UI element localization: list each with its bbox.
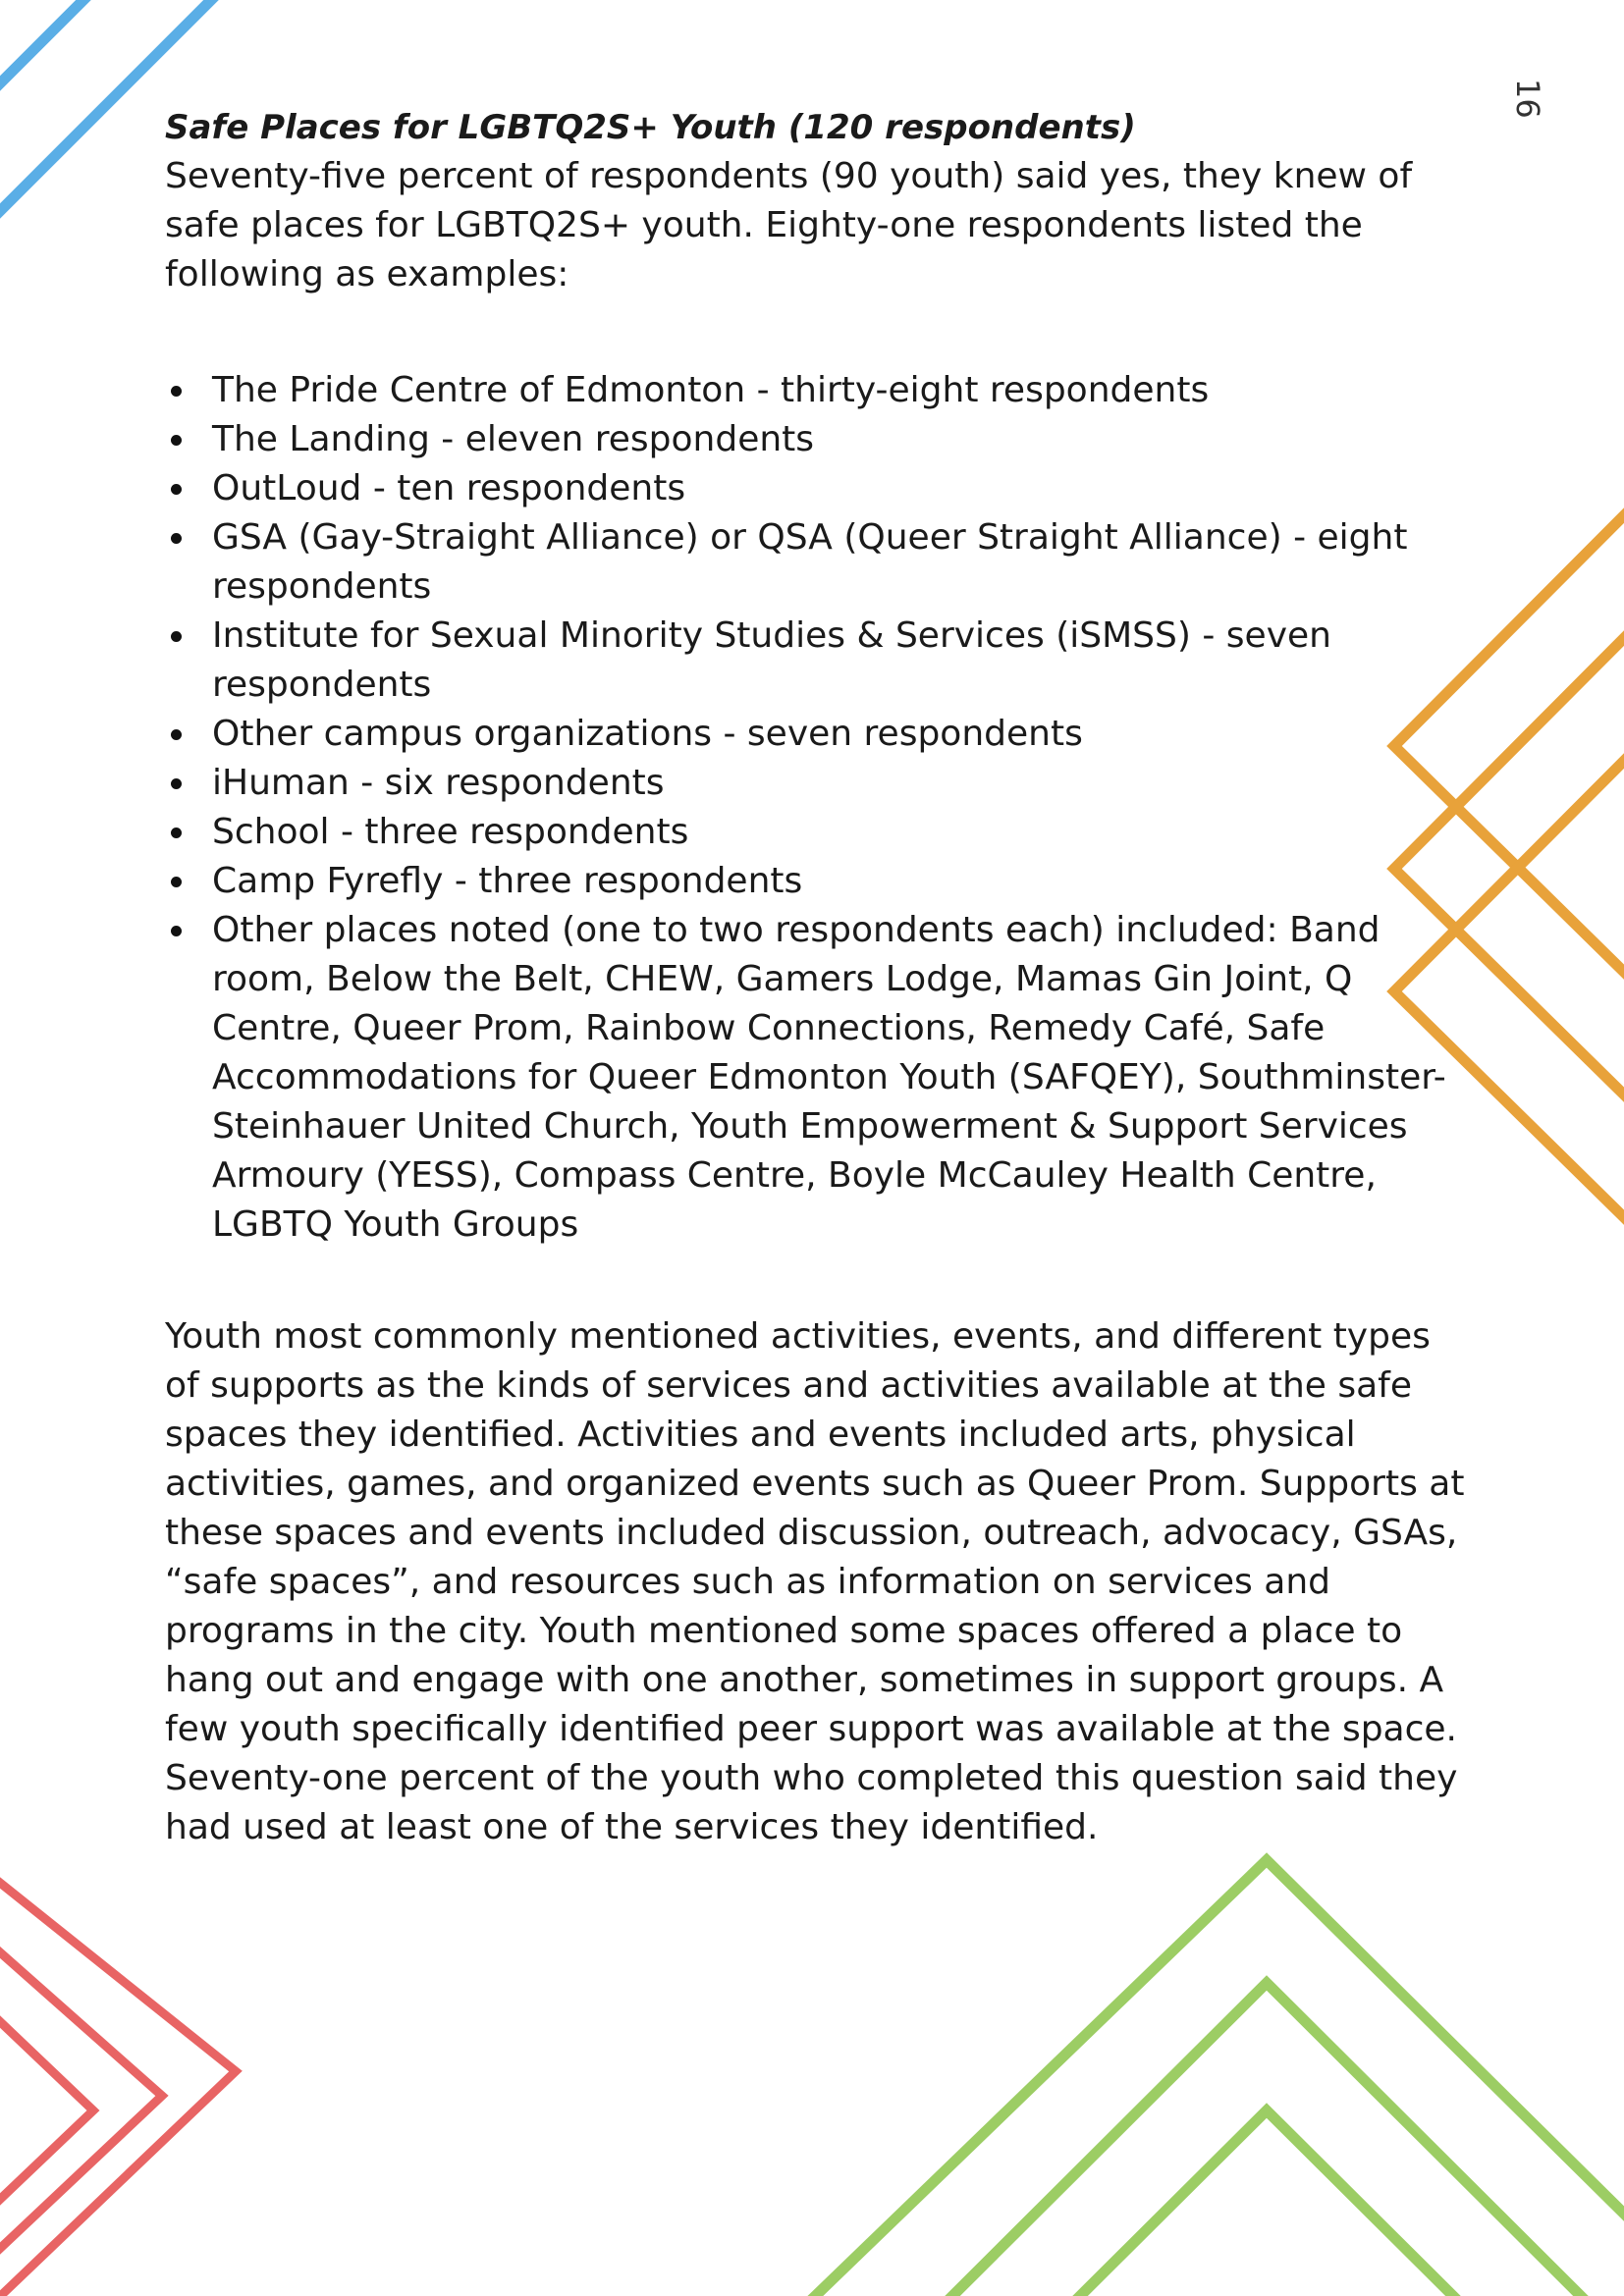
list-item: Camp Fyrefly - three respondents [165,857,1471,906]
section-heading: Safe Places for LGBTQ2S+ Youth (120 respondents) [165,108,1136,147]
green-chevrons [805,1860,1624,2296]
list-item: Other places noted (one to two respondents each) included: Band room, Below the Belt, CHEW, Gamers Lodge, Mamas Gin Joint, Q Centre, Queer Prom, Rainbow Connections, Remedy Café, Safe Accommodations for Queer Edmonton Youth (SAFQEY), Southminster-Steinhauer United Church, Youth Empowerment & Support Services Armoury (YESS), Compass Centre, Boyle McCauley Health Centre, LGBTQ Youth Groups [165,906,1471,1250]
list-item: iHuman - six respondents [165,759,1471,808]
list-item: School - three respondents [165,808,1471,857]
list-item: GSA (Gay-Straight Alliance) or QSA (Queer Straight Alliance) - eight respondents [165,513,1471,612]
list-item: OutLoud - ten respondents [165,464,1471,513]
list-item: Institute for Sexual Minority Studies & Services (iSMSS) - seven respondents [165,612,1471,710]
page-content [165,103,1471,1852]
list-item: Other campus organizations - seven respondents [165,710,1471,759]
page-number: 16 [1509,79,1546,119]
list-item: The Pride Centre of Edmonton - thirty-eight respondents [165,366,1471,415]
safe-places-list [165,366,1471,1250]
red-chevrons [0,1875,236,2296]
intro-paragraph: Seventy-five percent of respondents (90 youth) said yes, they knew of safe places for LGBTQ2S+ youth. Eighty-one respondents listed the following as examples: [165,156,1413,294]
summary-paragraph: Youth most commonly mentioned activities, events, and different types of supports as the kinds of services and activities available at the safe spaces they identified. Activities and events included arts, physical activities, games, and organized events such as Queer Prom. Supports at these spaces and events included discussion, outreach, advocacy, GSAs, “safe spaces”, and resources such as information on services and programs in the city. Youth mentioned some spaces offered a place to hang out and engage with one another, sometimes in support groups. A few youth specifically identified peer support was available at the space. Seventy-one percent of the youth who completed this question said they had used at least one of the services they identified. [165,1316,1465,1847]
list-item: The Landing - eleven respondents [165,415,1471,464]
